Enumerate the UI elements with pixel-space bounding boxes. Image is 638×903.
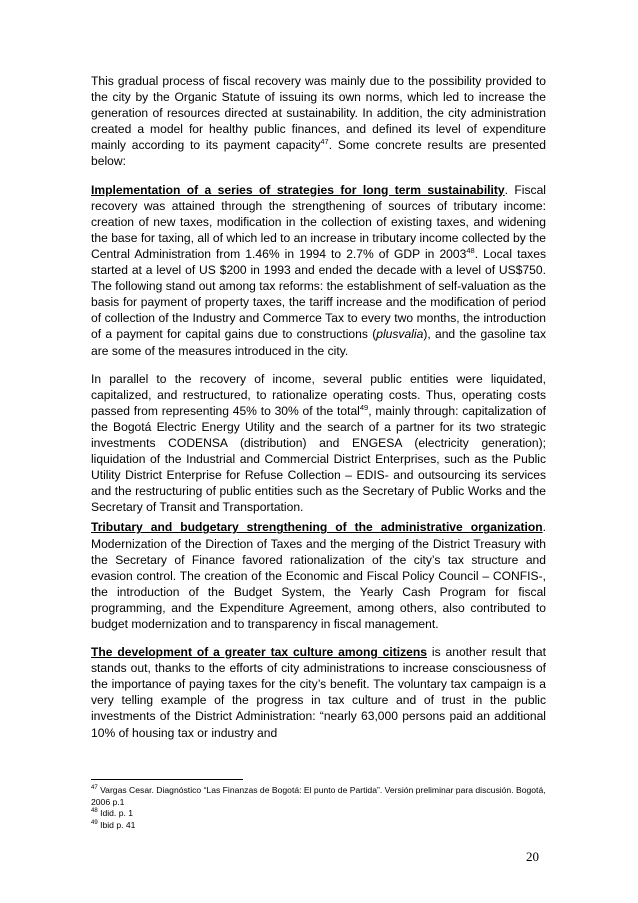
footnote-text: Ibid p. 41 bbox=[97, 819, 136, 830]
paragraph-text: ), and the gasoline tax are some of the measures introduced in the city. bbox=[91, 327, 546, 358]
paragraph-sustainability-strategies bbox=[91, 182, 546, 359]
paragraph-fiscal-recovery bbox=[91, 73, 546, 170]
footnote-47 bbox=[91, 785, 556, 808]
footnote-divider bbox=[91, 779, 243, 780]
footnote-ref-47[interactable]: 47 bbox=[320, 137, 329, 147]
paragraph-text: In parallel to the recovery of income, several public entities were liquidated, capitalized, and restructured, to rationalize operating costs. Thus, operating costs passed from representing 45% to 30% of the total bbox=[91, 371, 546, 418]
paragraph-text: is another result that stands out, thanks to the efforts of city administrations to increase consciousness of the importance of paying taxes for the city’s benefit. The voluntary tax campaign is a very telling example of the progress in tax culture and of trust in the public investments of the District Administration: “nearly 63,000 persons paid an additional 10% of housing tax or industry and bbox=[91, 645, 546, 740]
section-heading-tax-culture: The development of a greater tax culture among citizens bbox=[91, 645, 428, 660]
section-heading-sustainability: Implementation of a series of strategies for long term sustainability bbox=[91, 182, 505, 197]
footnote-49 bbox=[91, 820, 556, 832]
page-number: 20 bbox=[526, 849, 539, 864]
footnote-text: Vargas Cesar. Diagnóstico “Las Finanzas de Bogotá: El punto de Partida”. Versión preliminar para discusión. Bogotá, 2006 p.1 bbox=[91, 785, 546, 807]
footnote-ref-49[interactable]: 49 bbox=[359, 402, 369, 412]
paragraph-text: . Fiscal recovery was attained through the strengthening of sources of tributary income: creation of new taxes, modification in the collection of existing taxes, and widening the base for taxing, all of which led to an increase in tributary income collected by the Central Administration from 1.46% in 1994 to 2.7% of GDP in 2003 bbox=[91, 182, 546, 261]
footnote-ref-48[interactable]: 48 bbox=[466, 245, 475, 255]
paragraph-tax-culture bbox=[91, 644, 546, 741]
section-heading-administrative: Tributary and budgetary strengthening of the administrative organization bbox=[91, 520, 543, 535]
footnote-number: 47 bbox=[91, 785, 98, 792]
footnotes bbox=[91, 785, 556, 831]
italic-term-plusvalia: plusvalia bbox=[376, 327, 424, 342]
paragraph-text: . Some concrete results are presented below: bbox=[91, 138, 546, 169]
footnote-number: 49 bbox=[91, 819, 98, 826]
footnote-number: 48 bbox=[91, 808, 98, 815]
paragraph-text: . Local taxes started at a level of US $200 in 1993 and ended the decade with a level of US$750. The following stand out among tax reforms: the establishment of self-valuation as the basis for payment of property taxes, the tariff increase and the modification of period of collection of the Industry and Commerce Tax to every two months, the introduction of a payment for capital gains due to constructions ( bbox=[91, 246, 546, 342]
body-text bbox=[91, 73, 546, 753]
paragraph-public-entities bbox=[91, 371, 546, 516]
paragraph-text: , mainly through: capitalization of the Bogotá Electric Energy Utility and the search of a partner for its two strategic investments CODENSA (distribution) and ENGESA (electricity generation); liquidation of the Industrial and Commercial District Enterprises, such as the Public Utility District Enterprise for Refuse Collection – EDIS- and outsourcing its services and the restructuring of public entities such as the Secretary of Public Works and the Secretary of Transit and Transportation. bbox=[91, 403, 546, 515]
footnote-text: Idid. p. 1 bbox=[97, 808, 134, 818]
paragraph-text: This gradual process of fiscal recovery was mainly due to the possibility provided to the city by the Organic Statute of issuing its own norms, which led to increase the generation of resources directed at sustainability. In addition, the city administration created a model for healthy public finances, and defined its level of expenditure mainly according to its payment capacity bbox=[91, 74, 546, 153]
paragraph-text: . Modernization of the Direction of Taxes and the merging of the District Treasury with the Secretary of Finance favored rationalization of the city’s tax structure and evasion control. The creation of the Economic and Fiscal Policy Council – CONFIS-, the introduction of the Budget System, the Yearly Cash Program for fiscal programming, and the Expenditure Agreement, among others, also contributed to budget modernization and to transparency in fiscal management. bbox=[91, 520, 546, 631]
footnote-48 bbox=[91, 808, 556, 820]
paragraph-administrative-organization bbox=[91, 519, 546, 632]
